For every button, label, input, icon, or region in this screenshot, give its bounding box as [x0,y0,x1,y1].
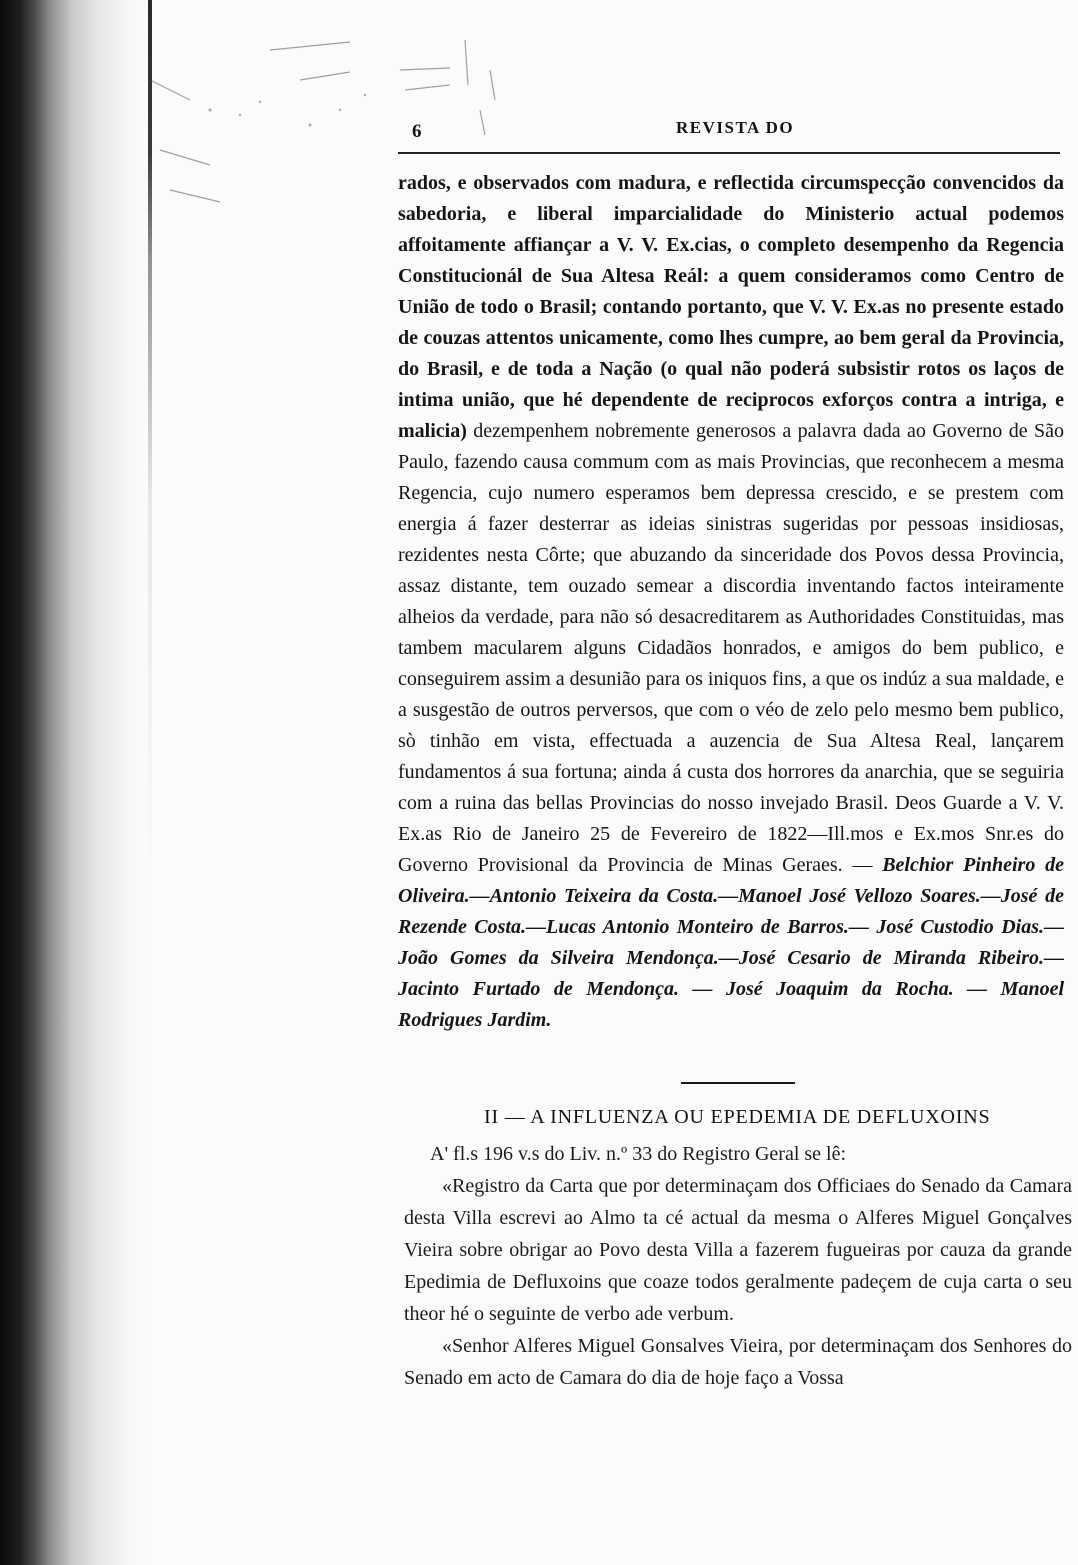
registry-reference: A' fl.s 196 v.s do Liv. n.º 33 do Registro Geral se lê: [430,1143,847,1165]
letter-paragraph [398,168,1064,1036]
book-binding-shadow [0,0,150,1565]
gutter-fold [148,0,152,1565]
page-number: 6 [412,121,422,142]
section-title: II — A INFLUENZA OU EPEDEMIA DE DEFLUXOINS [484,1106,991,1128]
signatures: Belchior Pinheiro de Oliveira.—Antonio Teixeira da Costa.—Manoel José Vellozo Soares.—José de Rezende Costa.—Lucas Antonio Monteiro de Barros.— José Custodio Dias.—João Gomes da Silveira Mendonça.—José Cesario de Miranda Ribeiro.—Jacinto Furtado de Mendonça. — José Joaquim da Rocha. — Manoel Rodrigues Jardim. [398,854,1064,1031]
letter-text [398,168,1064,1036]
letter-regular-text: dezempenhem nobremente generosos a palavra dada ao Governo de São Paulo, fazendo causa commum com as mais Provincias, que reconhecem a mesma Regencia, cujo numero esperamos bem depressa crescido, e se prestem com energia á fazer desterrar as ideias sinistras sugeridas por pessoas insidiosas, rezidentes nesta Côrte; que abuzando da sinceridade dos Povos dessa Provincia, assaz distante, tem ouzado semear a discordia inventando factos inteiramente alheios da verdade, para não só desacreditarem as Authoridades Constituidas, mas tambem macularem alguns Cidadãos honrados, e amigos do bem publico, e conseguirem assim a desunião para os iniquos fins, a que os indúz a sua maldade, e a susgestão de outros perversos, que com o véo de zelo pelo mesmo bem publico, sò tinhão em vista, effectuada a auzencia de Sua Altesa Real, lançarem fundamentos á sua fortuna; ainda á custa dos horrores da anarchia, que se seguiria com a ruina das bellas Provincias do nosso invejado Brasil. Deos Guarde a V. V. Ex.as Rio de Janeiro 25 de Fevereiro de 1822—Ill.mos e Ex.mos Snr.es do Governo Provisional da Provincia de Minas Geraes. — [398,420,1064,876]
letter-bold-text: rados, e observados com madura, e reflectida circumspecção convencidos da sabedoria, e liberal imparcialidade do Ministerio actual podemos affoitamente affiançar a V. V. Ex.cias, o completo desempenho da Regencia Constitucionál de Sua Altesa Reál: a quem consideramos como Centro de União de todo o Brasil; contando portanto, que V. V. Ex.as no presente estado de couzas attentos unicamente, como lhes cumpre, ao bem geral da Provincia, do Brasil, e de toda a Nação (o qual não poderá subsistir rotos os laços de intima união, que hé dependente de reciprocos exforços contra a intriga, e malicia) [398,172,1064,442]
section-body [404,1138,1072,1394]
section-paragraph-1: «Registro da Carta que por determinaçam dos Officiaes do Senado da Camara desta Villa escrevi ao Almo ta cé actual da mesma o Alferes Miguel Gonçalves Vieira sobre obrigar ao Povo desta Villa a fazerem fugueiras por cauza da grande Epedimia de Defluxoins que coaze todos geralmente padeçem de cuja carta o seu theor hé o seguinte de verbo ade verbum. [404,1175,1072,1325]
running-head: REVISTA DO [676,118,795,137]
header-rule [398,152,1060,154]
section-divider [681,1082,795,1084]
section-paragraph-2: «Senhor Alferes Miguel Gonsalves Vieira, por determinaçam dos Senhores do Senado em acto de Camara do dia de hoje faço a Vossa [404,1335,1072,1389]
